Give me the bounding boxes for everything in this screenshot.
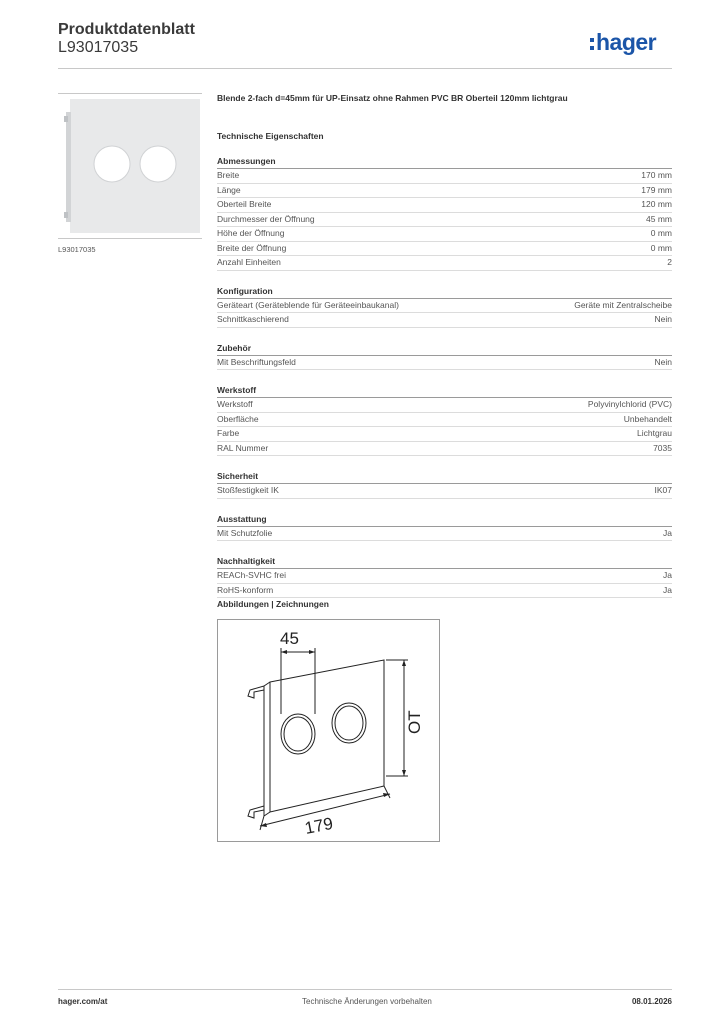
spec-label: RAL Nummer: [217, 442, 269, 453]
spec-value: Nein: [654, 356, 672, 367]
spec-label: Länge: [217, 184, 241, 195]
spec-label: Anzahl Einheiten: [217, 257, 281, 267]
spec-group-title: Werkstoff: [217, 384, 672, 398]
footer-website-link[interactable]: hager.com/at: [58, 997, 108, 1006]
spec-row: [217, 442, 672, 457]
spec-row: [217, 413, 672, 428]
spec-group: [217, 555, 672, 598]
section-technical-properties: Technische Eigenschaften: [217, 131, 324, 141]
spec-group: [217, 285, 672, 328]
spec-group-title: Zubehör: [217, 342, 672, 356]
spec-value: 120 mm: [641, 199, 672, 209]
spec-content: [217, 92, 672, 598]
spec-group-title: Konfiguration: [217, 285, 672, 299]
spec-group-title: Ausstattung: [217, 513, 672, 527]
page-title: Produktdatenblatt: [58, 21, 195, 38]
product-code: L93017035: [58, 39, 139, 56]
spec-row: [217, 313, 672, 328]
spec-label: Breite der Öffnung: [217, 242, 287, 253]
header-divider: [58, 68, 672, 69]
spec-groups: [217, 155, 672, 598]
dimension-diameter-label: 45: [280, 629, 299, 648]
spec-row: [217, 198, 672, 213]
product-thumbnail: [58, 93, 202, 239]
spec-label: Stoßfestigkeit IK: [217, 485, 279, 495]
spec-group-title: Nachhaltigkeit: [217, 555, 672, 569]
spec-value: 7035: [653, 442, 672, 453]
spec-label: Farbe: [217, 428, 240, 438]
dimension-height-label: OT: [405, 710, 424, 734]
spec-label: RoHS-konform: [217, 584, 274, 595]
spec-row: [217, 169, 672, 184]
product-title: Blende 2-fach d=45mm für UP-Einsatz ohne Rahmen PVC BR Oberteil 120mm lichtgrau: [217, 93, 568, 103]
spec-value: 179 mm: [641, 184, 672, 195]
spec-value: Ja: [663, 584, 672, 595]
hager-logo: [590, 27, 674, 57]
spec-label: Werkstoff: [217, 399, 253, 409]
spec-value: 0 mm: [650, 228, 672, 238]
spec-label: Durchmesser der Öffnung: [217, 213, 315, 224]
spec-group: [217, 155, 672, 271]
spec-row: [217, 584, 672, 599]
spec-label: Breite: [217, 170, 240, 180]
spec-row: [217, 242, 672, 257]
spec-label: Mit Schutzfolie: [217, 527, 273, 538]
logo-text: hager: [596, 29, 657, 55]
spec-group: [217, 384, 672, 456]
spec-value: Nein: [654, 314, 672, 324]
spec-value: 45 mm: [646, 213, 672, 224]
spec-value: Ja: [663, 527, 672, 538]
spec-row: [217, 256, 672, 271]
spec-row: [217, 484, 672, 499]
spec-value: 170 mm: [641, 170, 672, 180]
spec-value: Unbehandelt: [623, 413, 672, 424]
spec-label: Mit Beschriftungsfeld: [217, 356, 296, 367]
spec-label: Schnittkaschierend: [217, 314, 289, 324]
thumbnail-caption: L93017035: [58, 245, 96, 254]
product-image: [58, 94, 202, 238]
spec-row: [217, 398, 672, 413]
spec-value: Lichtgrau: [637, 428, 672, 438]
spec-group-title: Abmessungen: [217, 155, 672, 169]
spec-row: [217, 356, 672, 371]
spec-group: [217, 342, 672, 371]
spec-value: Polyvinylchlorid (PVC): [587, 399, 672, 409]
spec-row: [217, 213, 672, 228]
spec-label: Geräteart (Geräteblende für Geräteeinbaukanal): [217, 299, 399, 310]
spec-group: [217, 470, 672, 499]
spec-label: Oberfläche: [217, 413, 259, 424]
spec-value: Ja: [663, 570, 672, 580]
drawings-title: Abbildungen | Zeichnungen: [217, 599, 329, 609]
spec-label: REACh-SVHC frei: [217, 570, 286, 580]
spec-value: 0 mm: [650, 242, 672, 253]
spec-value: IK07: [654, 485, 672, 495]
spec-group: [217, 513, 672, 542]
spec-value: 2: [667, 257, 672, 267]
spec-label: Höhe der Öffnung: [217, 228, 285, 238]
spec-value: Geräte mit Zentralscheibe: [574, 299, 672, 310]
spec-group-title: Sicherheit: [217, 470, 672, 484]
spec-label: Oberteil Breite: [217, 199, 272, 209]
spec-row: [217, 427, 672, 442]
spec-row: [217, 227, 672, 242]
dimension-length-label: 179: [303, 813, 335, 838]
footer-date: 08.01.2026: [631, 997, 672, 1006]
spec-row: [217, 299, 672, 314]
drawing-svg: [218, 620, 439, 841]
spec-row: [217, 527, 672, 542]
footer-note: Technische Änderungen vorbehalten: [302, 997, 432, 1006]
footer-divider: [58, 989, 672, 990]
spec-row: [217, 569, 672, 584]
technical-drawing: [217, 619, 440, 842]
spec-row: [217, 184, 672, 199]
